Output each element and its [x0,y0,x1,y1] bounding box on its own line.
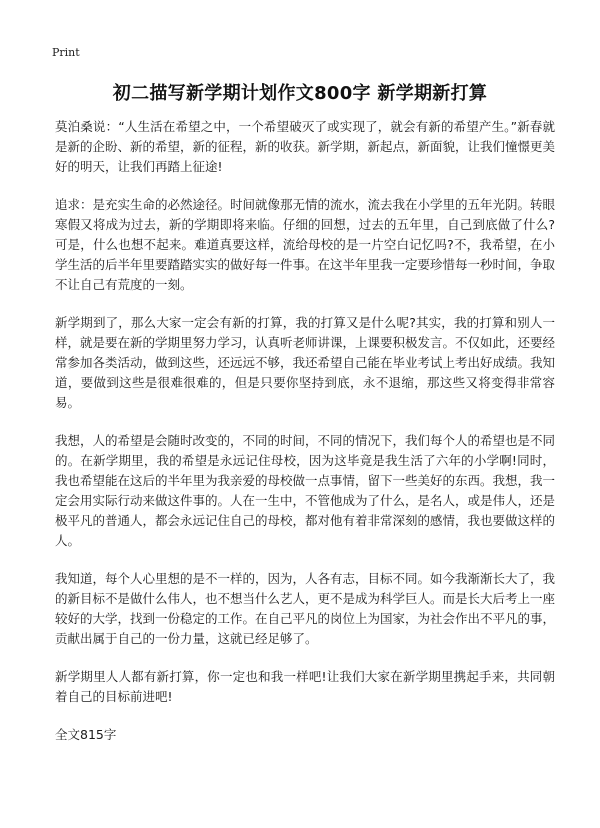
paragraph: 莫泊桑说：“人生活在希望之中，一个希望破灭了或实现了，就会有新的希望产生。”新春就是新的企盼、新的希望，新的征程，新的收获。新学期，新起点，新面貌，让我们憧憬更美好的明天，让我们再踏上征途! [55,119,556,174]
paragraph: 追求：是充实生命的必然途径。时间就像那无情的流水，流去我在小学里的五年光阴。转眼寒假又将成为过去，新的学期即将来临。仔细的回想，过去的五年里，自己到底做了什么?可是，什么也想不起来。难道真要这样，流给母校的是一片空白记忆吗?不，我希望，在小学生活的后半年里要踏踏实实的做好每一件事。在这半年里我一定要珍惜每一秒时间，争取不让自己有荒度的一刻。 [55,197,556,292]
paragraph: 我知道，每个人心里想的是不一样的，因为，人各有志，目标不同。如今我渐渐长大了，我的新目标不是做什么伟人，也不想当什么艺人，更不是成为科学巨人。而是长大后考上一座较好的大学，找到一份稳定的工作。在自己平凡的岗位上为国家，为社会作出不平凡的事，贡献出属于自己的一份力量，这就已经足够了。 [55,571,556,646]
article-title: 初二描写新学期计划作文800字 新学期新打算 [112,83,488,104]
paragraph: 新学期里人人都有新打算，你一定也和我一样吧!让我们大家在新学期里携起手来，共同朝着自己的目标前进吧! [55,669,555,704]
article-body [55,117,555,745]
paragraph: 新学期到了，那么大家一定会有新的打算，我的打算又是什么呢?其实，我的打算和别人一样，就是要在新的学期里努力学习，认真听老师讲课，上课要积极发言。不仅如此，还要经常参加各类活动，做到这些，还远远不够，我还希望自己能在毕业考试上考出好成绩。我知道，要做到这些是很难很难的，但是只要你坚持到底，永不退缩，那这些又将变得非常容易。 [55,315,556,410]
word-count: 全文815字 [55,727,117,742]
print-label: Print [52,46,80,59]
paragraph: 我想，人的希望是会随时改变的，不同的时间，不同的情况下，我们每个人的希望也是不同的。在新学期里，我的希望是永远记住母校，因为这毕竟是我生活了六年的小学啊!同时，我也希望能在这后的半年里为我亲爱的母校做一点事情，留下一些美好的东西。我想，我一定会用实际行动来做这件事的。人在一生中，不管他成为了什么，是名人，或是伟人，还是极平凡的普通人，都会永远记住自己的母校，都对他有着非常深刻的感情，我也要做这样的人。 [55,433,556,548]
